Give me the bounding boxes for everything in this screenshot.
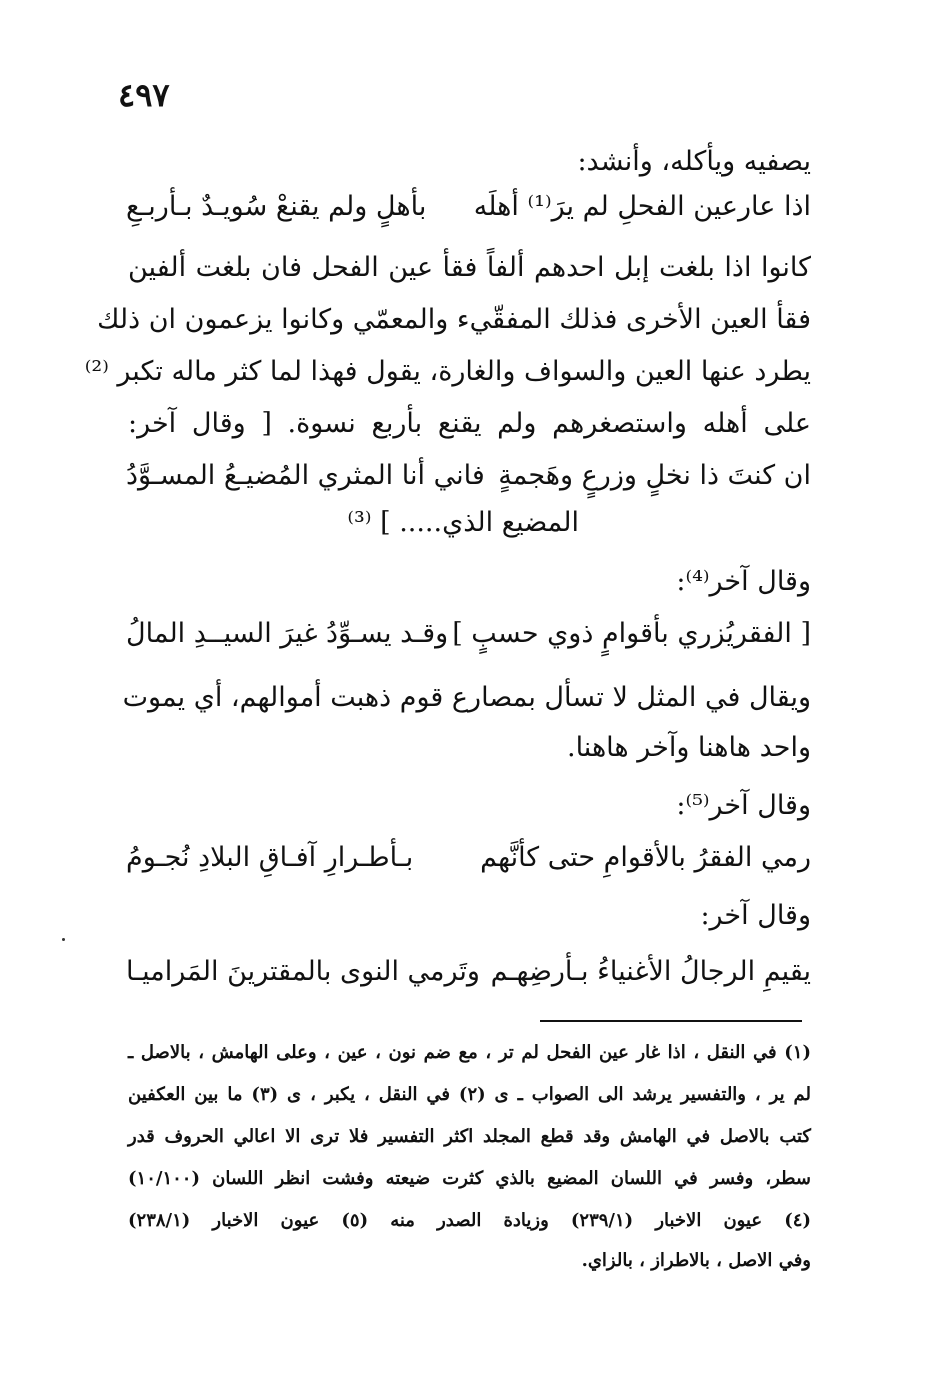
paragraph-line: واحد هاهنا وآخر هاهنا. [566, 732, 811, 763]
poet-intro: وقال آخر⁽⁵⁾: [676, 790, 811, 821]
footnote-line: (٤) عيون الاخبار (٢٣٩/١) وزيادة الصدر منه (٥) عيون الاخبار (٢٣٨/١) [128, 1210, 811, 1231]
footnote-line: سطر، وفسر في اللسان المضيع بالذي كثرت ضيعته وفشت انظر اللسان (١٠/١٠٠) [128, 1168, 811, 1189]
footnote-line: (١) في النقل ، اذا غار عين الفحل لم تر ، مع ضم نون ، عين ، وعلى الهامش ، بالاصل ـ [128, 1042, 811, 1063]
verse-second-hemistich: بأهلٍ ولم يقنعْ سُويـدٌ بـأربـعِ [126, 191, 427, 222]
verse-line [126, 614, 811, 654]
verse-first-hemistich: ان كنتَ ذا نخلٍ وزرعٍ وهَجمةٍ [498, 460, 811, 491]
verse-line [126, 456, 811, 496]
page-number: ٤٩٧ [118, 76, 170, 114]
verse-line [126, 838, 811, 878]
paragraph-line: كانوا اذا بلغت إبل احدهم ألفاً فقأ عين الفحل فان بلغت ألفين [128, 252, 811, 283]
verse-second-hemistich: بـأطـرارِ آفـاقِ البلادِ نُجـومُ [126, 842, 414, 873]
paragraph-line: ويقال في المثل لا تسأل بمصارع قوم ذهبت أموالهم، أي يموت [122, 682, 811, 713]
poet-intro: وقال آخر⁽⁴⁾: [676, 566, 811, 597]
verse-second-hemistich: فاني أنا المثري المُضيـعُ المسـوَّدُ [126, 460, 485, 491]
verse-first-hemistich: [ الفقريُزري بأقوامٍ ذوي حسبٍ ] [452, 618, 811, 649]
verse-continuation: المضيع الذي..... ] ⁽³⁾ [347, 507, 579, 538]
poet-intro: وقال آخر: [700, 900, 811, 931]
verse-line [126, 187, 811, 227]
footnote-line: كتب بالاصل في الهامش وقد قطع المجلد اكثر التفسير فلا ترى الا اعالي الحروف قدر [128, 1126, 811, 1147]
verse-first-hemistich: اذا عارعين الفحلِ لم يرَ⁽¹⁾ أهلَه [473, 191, 811, 222]
paragraph-line: فقأ العين الأخرى فذلك المفقّيء والمعمّي وكانوا يزعمون ان ذلك [97, 304, 811, 335]
verse-second-hemistich: وتَرمي النوى بالمقترينَ المَراميـا [126, 956, 480, 987]
footnote-line: وفي الاصل ، بالاطراز ، بالزاي. [581, 1250, 811, 1271]
text-line: يصفيه ويأكله، وأنشد: [577, 146, 811, 177]
paragraph-line: يطرد عنها العين والسواف والغارة، يقول فهذا لما كثر ماله تكبر ⁽²⁾ [84, 356, 811, 387]
paragraph-line: على أهله واستصغرهم ولم يقنع بأربع نسوة. [ وقال آخر: [128, 408, 811, 439]
verse-first-hemistich: رمي الفقرُ بالأقوامِ حتى كأنَّهم [480, 842, 811, 873]
scan-speck [62, 938, 65, 941]
verse-second-hemistich: وقـد يسـوِّدُ غيرَ السيــدِ المالُ [126, 618, 449, 649]
footnote-separator [540, 1020, 802, 1022]
verse-line [126, 952, 811, 992]
footnote-line: لم ير ، والتفسير يرشد الى الصواب ـ ى (٢) في النقل ، يكبر ، ى (٣) ما بين العكفين [128, 1084, 812, 1105]
verse-first-hemistich: يقيمِ الرجالُ الأغنياءُ بـأرضِهـم [490, 956, 811, 987]
